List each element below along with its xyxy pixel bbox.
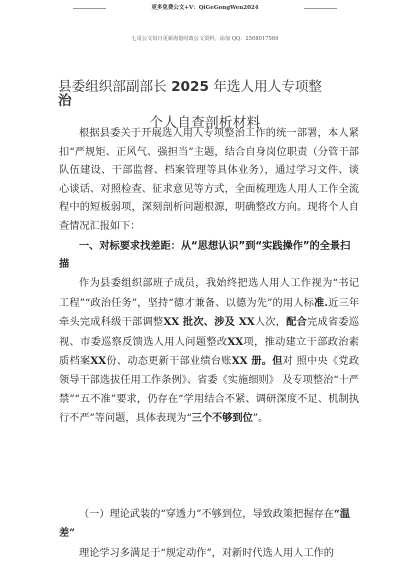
title-part-2: 年选人用人专项整 <box>213 79 322 95</box>
subsection-heading-1 <box>59 505 359 543</box>
document-title <box>58 80 378 108</box>
sub1-bold: “温差” <box>59 508 350 539</box>
body-paragraph-3: 理论学习多满足于“规定动作”，对新时代选人用人工作的 <box>79 548 334 559</box>
p2-text-5: 项，推动建立干部政治素质档案 <box>59 336 359 368</box>
p2-text-6: 份、动态更新干部业绩台账 <box>106 356 232 368</box>
intro-paragraph: 根据县委关于开展选人用人专项整治工作的统一部署，本人紧扣“严规矩、正风气、强担当”主题，结合自身岗位职责（分管干部队伍建设、干部监督、档案管理等具体业务），通过学习文件、谈心谈话、对照检查、征求意见等方式，全面梳理选人用人工作全流程中的短板弱项，深刻剖析问题根源，明确整改方向。现将个人自查情况汇报如下： <box>59 128 359 232</box>
p2-bold-5: XX <box>90 355 107 368</box>
document-subtitle: 个人自查剖析材料 <box>149 115 261 131</box>
title-part-1: 县委组织部副部长 <box>58 79 167 95</box>
section-heading-1: 一、对标要求找差距：从“思想认识”到“实践操作”的全景扫描 <box>59 241 351 270</box>
p2-bold-3: 配合 <box>286 316 308 329</box>
title-year: 2025 <box>171 79 209 95</box>
p2-text-2: 近三年牵头完成科级干部调整 <box>59 297 360 329</box>
p2-text-8: ”。 <box>252 413 269 425</box>
watermark-subheader: 七哥公文每日更新海量时政公文资料，添加 QQ：2508017569 <box>131 36 279 42</box>
p2-bold-1: 准. <box>313 296 328 309</box>
p2-text-7: 对 照中央《党政领导干部选拔任用工作条例》、省委《实施细则》 及专项整治“十严禁”“五不准”要求，仍存在“学用结合不紧、调研深度不足、机制执行不严”等问题，具体表现为“ <box>59 356 360 425</box>
sub1-text: （一）理论武装的“穿透力”不够到位，导致政策把握存在 <box>79 509 334 520</box>
p2-bold-6: XX 册。但 <box>231 355 283 368</box>
p2-text-1: 作为县委组织部班子成员，我始终把选人用人工作视为“书记工程”“政治任务”，坚持“德才兼备、以德为先”的用人标 <box>59 278 359 309</box>
p2-text-4: 完成省委巡视、市委巡察反馈选人用人问题整改 <box>59 317 360 348</box>
p2-bold-4: XX <box>227 335 244 348</box>
header-rule-right <box>304 8 337 9</box>
p2-bold-7: 三个不够到位 <box>191 412 253 425</box>
p2-bold-2: XX 批次、涉及 XX <box>163 316 255 329</box>
body-paragraph-2 <box>59 275 359 429</box>
header-rule-left <box>73 8 106 9</box>
p2-text-3: 人次， <box>254 317 287 329</box>
watermark-header: 更多免费公文+V：QiGeGongWen2024 <box>151 5 259 11</box>
title-part-3: 治 <box>58 93 72 109</box>
